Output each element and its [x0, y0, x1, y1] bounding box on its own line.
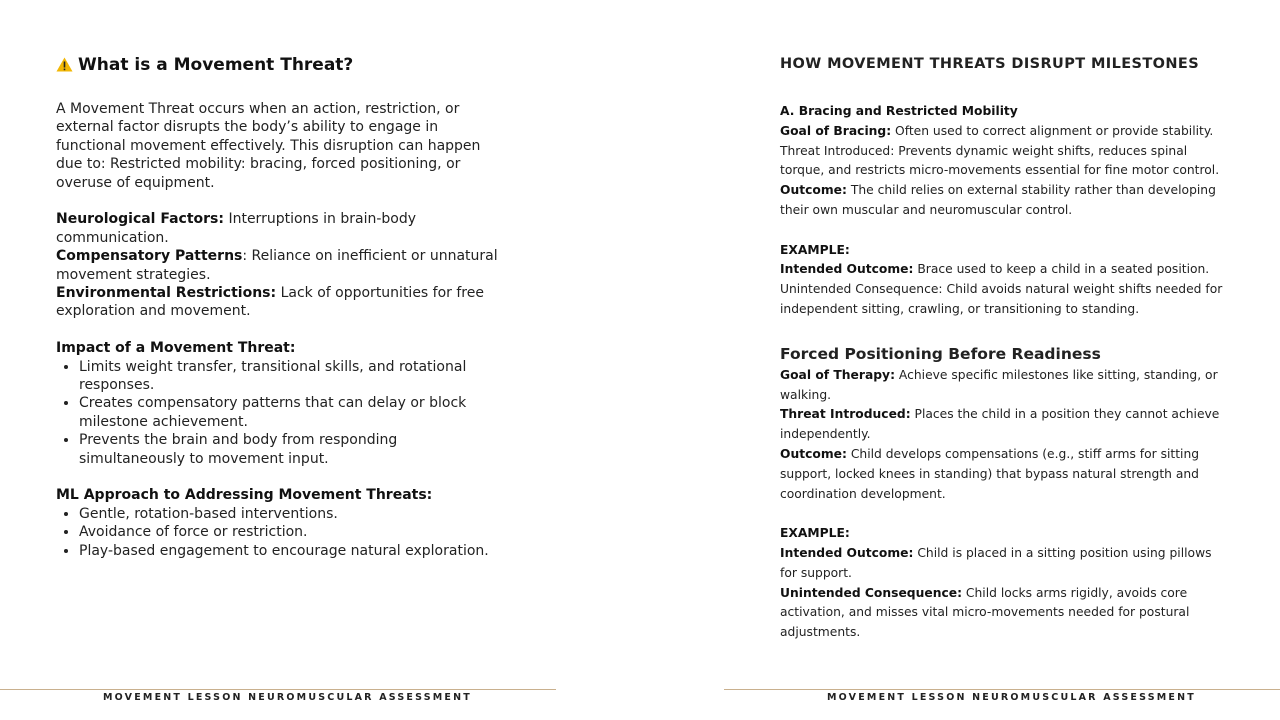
factor-neurological — [56, 210, 506, 247]
bracing-unintended: Unintended Consequence: Child avoids natural weight shifts needed for independent sitting, crawling, or transitioning to standing. — [780, 282, 1223, 316]
list-item: • Gentle, rotation-based interventions. — [79, 505, 506, 523]
list-item: • Prevents the brain and body from responding simultaneously to movement input. — [79, 431, 506, 468]
list-item: • Avoidance of force or restriction. — [79, 523, 506, 541]
label: Unintended Consequence: — [780, 585, 962, 600]
forced-threat — [780, 405, 1230, 445]
bracing-intended — [780, 260, 1230, 280]
factor-compensatory — [56, 247, 506, 284]
label: Threat Introduced: — [780, 407, 911, 422]
factor-text: Lack of opportunities for free exploration and movement. — [56, 285, 484, 320]
bracing-threat: Threat Introduced: Prevents dynamic weight shifts, reduces spinal torque, and restricts micro-movements essential for fine motor control. — [780, 143, 1220, 178]
bracing-outcome — [780, 181, 1230, 221]
impact-heading-text: Impact of a Movement Threat: — [56, 340, 296, 357]
factor-text: Interruptions in brain-body communication. — [56, 211, 417, 246]
text: Brace used to keep a child in a seated position. — [913, 262, 1210, 277]
label: Intended Outcome: — [780, 545, 914, 560]
footer-rule-right — [724, 689, 1280, 690]
text: Achieve specific milestones like sitting, standing, or walking. — [780, 367, 1218, 402]
list-item: • Creates compensatory patterns that can delay or block milestone achievement. — [79, 394, 506, 431]
factor-label: Environmental Restrictions: — [56, 285, 277, 302]
text: Child develops compensations (e.g., stiff arms for sitting support, locked knees in standing) that bypass natural strength and coordination development. — [780, 446, 1200, 501]
label: Intended Outcome: — [780, 262, 914, 277]
forced-unintended — [780, 584, 1230, 643]
intro-paragraph: A Movement Threat occurs when an action, restriction, or external factor disrupts the body’s ability to engage in functional movement effectively. This disruption can happen due to: Restricted mobility: bracing, forced positioning, or overuse of equipment. — [56, 101, 481, 191]
text: Places the child in a position they cannot achieve independently. — [780, 407, 1220, 442]
approach-heading — [56, 486, 506, 504]
title-text: What is a Movement Threat? — [78, 55, 354, 75]
impact-heading — [56, 339, 506, 357]
text: Often used to correct alignment or provide stability. — [891, 123, 1214, 138]
text: Child locks arms rigidly, avoids core activation, and misses vital micro-movements needed for postural adjustments. — [780, 585, 1190, 640]
warning-icon — [56, 56, 73, 78]
section-title — [56, 54, 506, 78]
text: The child relies on external stability rather than developing their own muscular and neuromuscular control. — [780, 183, 1216, 217]
bracing-goal — [780, 122, 1230, 142]
factor-label: Neurological Factors: — [56, 211, 224, 228]
forced-example-label — [780, 524, 1230, 544]
bracing-heading-text: A. Bracing and Restricted Mobility — [780, 104, 1018, 118]
footer-text-left: MOVEMENT LESSON NEUROMUSCULAR ASSESSMENT — [103, 692, 472, 703]
label: Goal of Therapy: — [780, 367, 895, 382]
left-page — [56, 54, 506, 560]
approach-heading-text: ML Approach to Addressing Movement Threats: — [56, 487, 433, 504]
label: EXAMPLE: — [780, 526, 850, 541]
factor-text: : Reliance on inefficient or unnatural movement strategies. — [56, 248, 498, 283]
forced-goal — [780, 366, 1230, 406]
forced-intended — [780, 544, 1230, 584]
bracing-heading — [780, 102, 1230, 122]
right-title: HOW MOVEMENT THREATS DISRUPT MILESTONES — [780, 56, 1200, 72]
right-page — [780, 54, 1230, 643]
forced-positioning-heading: Forced Positioning Before Readiness — [780, 344, 1101, 363]
list-item: • Limits weight transfer, transitional skills, and rotational responses. — [79, 358, 506, 395]
label: Outcome: — [780, 446, 847, 461]
footer-text-right: MOVEMENT LESSON NEUROMUSCULAR ASSESSMENT — [827, 692, 1196, 703]
forced-outcome — [780, 445, 1230, 504]
label: Goal of Bracing: — [780, 123, 892, 138]
factor-environmental — [56, 284, 506, 321]
bracing-example-label — [780, 241, 1230, 261]
factor-label: Compensatory Patterns — [56, 248, 243, 265]
label: Outcome: — [780, 183, 847, 198]
impact-list — [56, 358, 506, 468]
list-item: • Play-based engagement to encourage natural exploration. — [79, 542, 506, 560]
text: Child is placed in a sitting position using pillows for support. — [780, 545, 1212, 580]
approach-list — [56, 505, 506, 560]
label: EXAMPLE: — [780, 242, 850, 257]
footer-rule-left — [0, 689, 556, 690]
